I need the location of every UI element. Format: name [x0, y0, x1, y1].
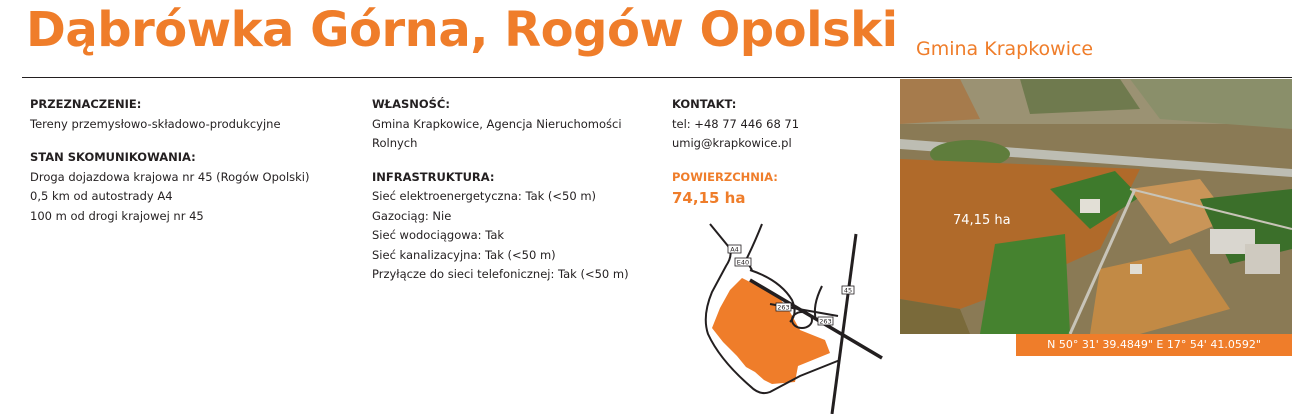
road-label-a4 — [728, 245, 741, 254]
purpose-section — [30, 95, 350, 134]
road-label-263 — [818, 317, 833, 326]
infrastructure-line: Sieć elektroenergetyczna: Tak (<50 m) — [372, 189, 597, 203]
ownership-label: WŁASNOŚĆ: — [372, 97, 450, 111]
road-label-45 — [842, 286, 854, 295]
svg-text:45: 45 — [843, 286, 853, 295]
photo-area-label: 74,15 ha — [953, 213, 1011, 228]
contact-section — [672, 95, 892, 154]
area-section — [672, 168, 892, 209]
highway-line — [832, 234, 856, 414]
infrastructure-line: Sieć wodociągowa: Tak — [372, 228, 505, 242]
page-subtitle: Gmina Krapkowice — [916, 38, 1094, 60]
building — [1245, 244, 1280, 274]
aerial-photo — [900, 79, 1292, 334]
ownership-section — [372, 95, 662, 154]
field — [1020, 79, 1140, 114]
contact-label: KONTAKT: — [672, 97, 737, 111]
building — [1080, 199, 1100, 213]
transport-line: 0,5 km od autostrady A4 — [30, 189, 173, 203]
purpose-label: PRZEZNACZENIE: — [30, 97, 142, 111]
infrastructure-line: Gazociąg: Nie — [372, 208, 452, 223]
info-column-1 — [30, 95, 350, 240]
building — [1130, 264, 1142, 274]
area-value: 74,15 ha — [672, 189, 746, 207]
road-label-263 — [776, 303, 791, 312]
info-column-2 — [372, 95, 662, 299]
header-divider — [22, 77, 1292, 78]
infrastructure-line: Sieć kanalizacyjna: Tak (<50 m) — [372, 247, 556, 262]
transport-line: Droga dojazdowa krajowa nr 45 (Rogów Opolski) — [30, 169, 310, 184]
contact-email[interactable]: umig@krapkowice.pl — [672, 136, 792, 150]
infrastructure-section — [372, 168, 662, 285]
ownership-line: Gmina Krapkowice, Agencja Nieruchomości — [372, 116, 622, 131]
svg-text:263: 263 — [819, 317, 832, 326]
svg-text:A4: A4 — [730, 245, 739, 254]
road-label-e40 — [735, 258, 751, 267]
svg-text:E40: E40 — [736, 258, 750, 267]
svg-text:263: 263 — [777, 303, 790, 312]
transport-label: STAN SKOMUNIKOWANIA: — [30, 150, 196, 164]
page-title: Dąbrówka Górna, Rogów Opolski — [26, 2, 898, 58]
transport-section — [30, 148, 350, 226]
transport-line: 100 m od drogi krajowej nr 45 — [30, 208, 204, 223]
infrastructure-label: INFRASTRUKTURA: — [372, 169, 495, 184]
ownership-line: Rolnych — [372, 136, 418, 150]
infrastructure-line: Przyłącze do sieci telefonicznej: Tak (<50 m) — [372, 267, 629, 281]
local-road-line — [815, 286, 822, 320]
info-column-3 — [672, 95, 892, 223]
location-map — [690, 220, 895, 414]
coordinates-badge: N 50° 31' 39.4849" E 17° 54' 41.0592" — [1016, 334, 1292, 356]
purpose-value: Tereny przemysłowo-składowo-produkcyjne — [30, 116, 281, 131]
contact-phone[interactable]: tel: +48 77 446 68 71 — [672, 116, 800, 131]
area-label: POWIERZCHNIA: — [672, 169, 778, 184]
